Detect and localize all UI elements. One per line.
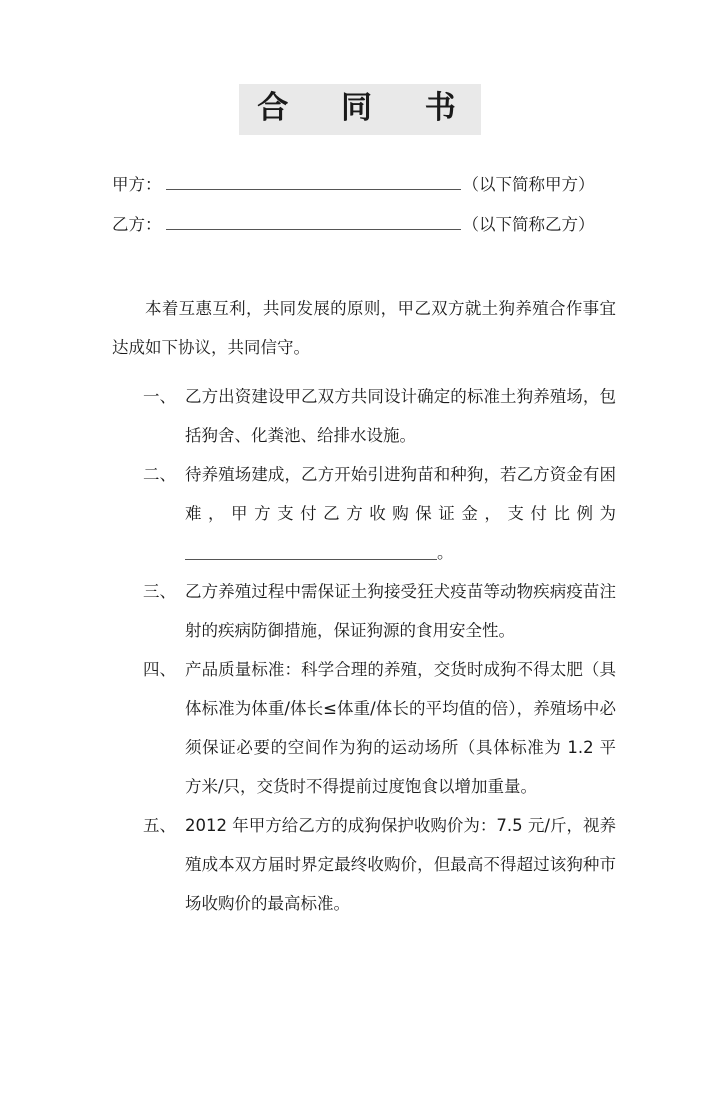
party-label-second: 乙方： [112, 214, 162, 234]
intro-paragraph: 本着互惠互利，共同发展的原则，甲乙双方就土狗养殖合作事宜达成如下协议，共同信守。 [112, 298, 616, 357]
clause-number-2: 二、 [143, 464, 176, 484]
page-title: 合 同 书 [239, 84, 481, 135]
contract-page [0, 84, 720, 1101]
parties-section [0, 165, 720, 245]
clause-number-5: 五、 [143, 815, 176, 835]
title-container [0, 84, 720, 135]
payment-ratio-input[interactable] [185, 543, 437, 560]
party-name-input-first[interactable] [166, 172, 461, 190]
party-label-first: 甲方： [112, 174, 162, 194]
party-name-input-second[interactable] [166, 212, 461, 230]
clause-item-4 [143, 650, 616, 806]
clause-item-5 [143, 806, 616, 923]
clause-number-1: 一、 [143, 386, 176, 406]
clause-item-3 [143, 572, 616, 650]
party-row-second [112, 205, 624, 245]
clause-number-3: 三、 [143, 581, 176, 601]
clause-text-3: 乙方养殖过程中需保证土狗接受狂犬疫苗等动物疾病疫苗注射的疾病防御措施，保证狗源的食用安全性。 [185, 581, 616, 640]
clauses-section [0, 377, 720, 923]
clause-text-4: 产品质量标准：科学合理的养殖，交货时成狗不得太肥（具体标准为体重/体长≤体重/体长的平均值的倍），养殖场中必须保证必要的空间作为狗的运动场所（具体标准为 1.2 平方米/只，交货时不得提前过度饱食以增加重量。 [185, 659, 616, 796]
party-suffix-first: （以下简称甲方） [462, 174, 595, 194]
clause-number-4: 四、 [143, 659, 176, 679]
clause-item-1 [143, 377, 616, 455]
clause-item-2 [143, 455, 616, 572]
clause-2-text-before-blank: 待养殖场建成，乙方开始引进狗苗和种狗，若乙方资金有困难，甲方支付乙方收购保证金，支付比例为 [185, 464, 616, 523]
clause-text-2 [185, 455, 616, 572]
clause-text-1: 乙方出资建设甲乙双方共同设计确定的标准土狗养殖场，包括狗舍、化粪池、给排水设施。 [185, 386, 616, 445]
party-suffix-second: （以下简称乙方） [462, 214, 595, 234]
clause-text-5: 2012 年甲方给乙方的成狗保护收购价为：7.5 元/斤，视养殖成本双方届时界定最终收购价，但最高不得超过该狗种市场收购价的最高标准。 [185, 815, 616, 913]
party-row-first [112, 165, 624, 205]
clause-2-text-after-blank: 。 [437, 542, 454, 562]
